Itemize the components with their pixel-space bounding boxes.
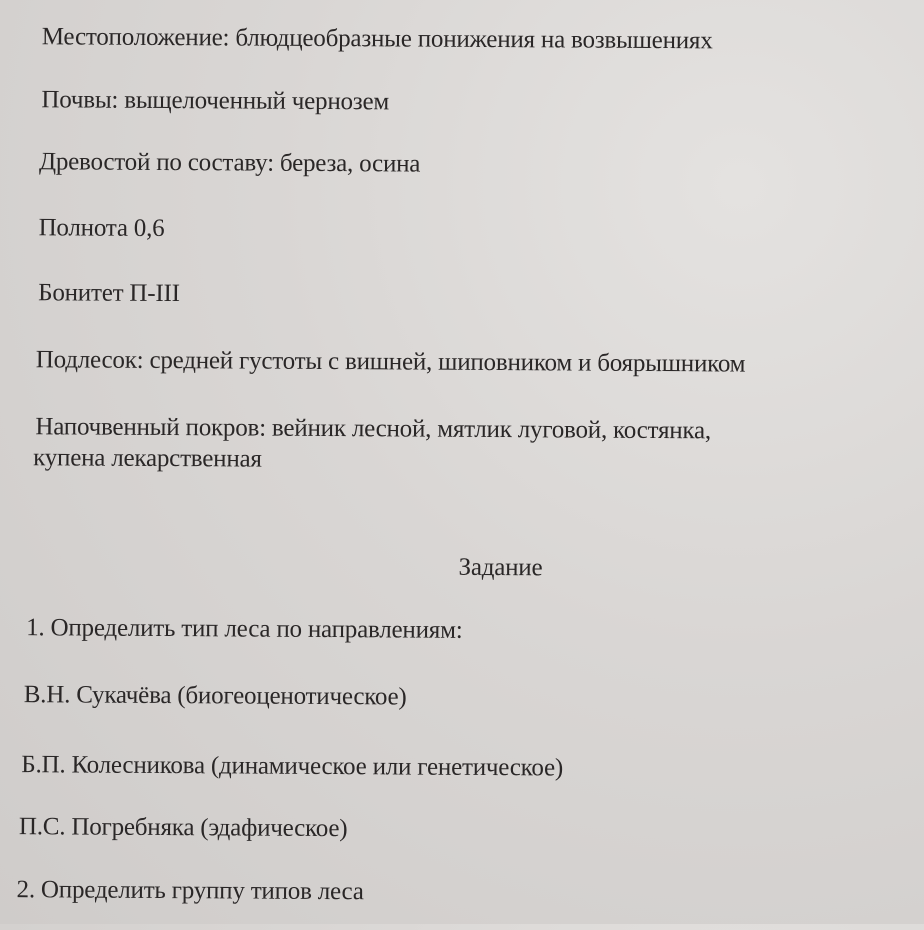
ground-cover-field-line2: купена лекарственная (33, 444, 262, 473)
direction-pogrebnyak: П.С. Погребняка (эдафическое) (18, 813, 348, 843)
task-heading: Задание (458, 553, 543, 582)
bonitet-field: Бонитет П-III (38, 279, 180, 308)
task-item-2: 2. Определить группу типов леса (16, 876, 364, 906)
task-item-1: 1. Определить тип леса по направлениям: (26, 614, 463, 644)
soil-field: Почвы: выщелоченный чернозем (41, 86, 390, 116)
location-field: Местоположение: блюдцеобразные понижения на возвышениях (41, 23, 713, 55)
direction-sukachev: В.Н. Сукачёва (биогеоценотическое) (23, 681, 407, 711)
direction-kolesnikov: Б.П. Колесникова (динамическое или генетическое) (21, 751, 564, 782)
undergrowth-field: Подлесок: средней густоты с вишней, шиповником и боярышником (35, 346, 746, 378)
density-field: Полнота 0,6 (38, 214, 165, 243)
stand-composition-field: Древостой по составу: береза, осина (38, 148, 421, 178)
ground-cover-field-line1: Напочвенный покров: вейник лесной, мятлик луговой, костянка, (35, 413, 712, 445)
